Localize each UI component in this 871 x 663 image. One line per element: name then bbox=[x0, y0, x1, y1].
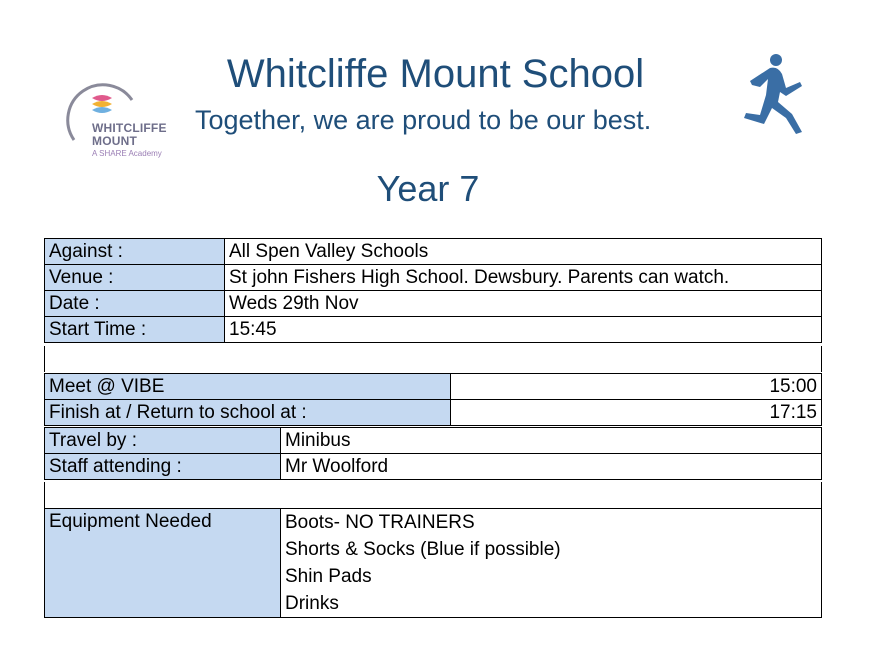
staff-label: Staff attending : bbox=[45, 454, 281, 480]
start-time-value: 15:45 bbox=[225, 317, 822, 343]
table-row bbox=[45, 454, 822, 480]
venue-label: Venue : bbox=[45, 265, 225, 291]
table-row bbox=[45, 239, 822, 265]
venue-value: St john Fishers High School. Dewsbury. Parents can watch. bbox=[225, 265, 822, 291]
travel-value: Minibus bbox=[281, 428, 822, 454]
table-row bbox=[45, 374, 822, 400]
school-name: Whitcliffe Mount School bbox=[226, 52, 645, 96]
logo-wordmark: WHITCLIFFE MOUNT bbox=[92, 121, 167, 148]
travel-table bbox=[44, 427, 822, 480]
meet-label: Meet @ VIBE bbox=[45, 374, 451, 400]
staff-value: Mr Woolford bbox=[281, 454, 822, 480]
date-label: Date : bbox=[45, 291, 225, 317]
table-row bbox=[45, 400, 822, 426]
equipment-item: Boots- NO TRAINERS bbox=[285, 512, 475, 533]
equipment-item: Shorts & Socks (Blue if possible) bbox=[285, 539, 561, 560]
finish-label: Finish at / Return to school at : bbox=[45, 400, 451, 426]
equipment-list bbox=[281, 509, 822, 618]
table-spacer bbox=[44, 346, 822, 372]
equipment-table bbox=[44, 508, 822, 618]
logo-subtitle: A SHARE Academy bbox=[92, 149, 162, 158]
against-value: All Spen Valley Schools bbox=[225, 239, 822, 265]
tagline: Together, we are proud to be our best. bbox=[195, 105, 652, 135]
table-row bbox=[45, 428, 822, 454]
table-row bbox=[45, 265, 822, 291]
equipment-item: Shin Pads bbox=[285, 566, 372, 587]
table-spacer bbox=[44, 482, 822, 508]
table-row bbox=[45, 317, 822, 343]
date-value: Weds 29th Nov bbox=[225, 291, 822, 317]
meet-value: 15:00 bbox=[451, 374, 822, 400]
table-row bbox=[45, 291, 822, 317]
table-row bbox=[45, 509, 822, 618]
start-time-label: Start Time : bbox=[45, 317, 225, 343]
equipment-item: Drinks bbox=[285, 593, 339, 614]
runner-icon bbox=[740, 50, 822, 136]
event-details-table bbox=[44, 238, 822, 343]
against-label: Against : bbox=[45, 239, 225, 265]
travel-label: Travel by : bbox=[45, 428, 281, 454]
finish-value: 17:15 bbox=[451, 400, 822, 426]
timing-table bbox=[44, 373, 822, 426]
year-heading: Year 7 bbox=[376, 168, 480, 209]
equipment-label: Equipment Needed bbox=[45, 509, 281, 618]
